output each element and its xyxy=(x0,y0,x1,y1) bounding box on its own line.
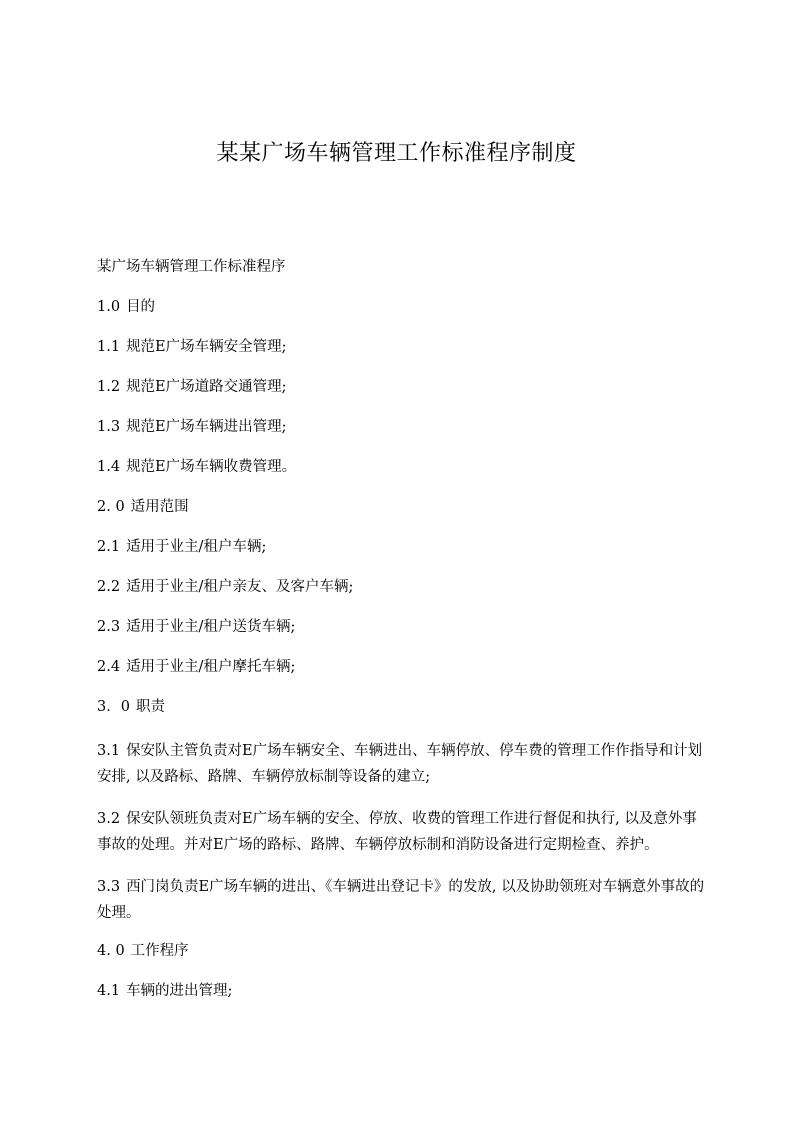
paragraph-number: 2.4 xyxy=(97,659,121,675)
paragraph-2-1 xyxy=(97,538,709,557)
paragraph-3-2 xyxy=(97,806,709,858)
paragraph-text: 规范E广场车辆收费管理。 xyxy=(126,459,297,475)
paragraph-number: 1.2 xyxy=(97,379,121,395)
paragraph-text: 适用于业主/租户亲友、及客户车辆; xyxy=(126,579,354,595)
paragraph-number: 3.3 xyxy=(97,879,121,895)
paragraph-2-2 xyxy=(97,578,709,597)
paragraph-text: 适用于业主/租户车辆; xyxy=(126,539,267,555)
section-heading-4-0 xyxy=(97,942,709,961)
paragraph-number: 2.1 xyxy=(97,539,121,555)
paragraph-text: 适用范围 xyxy=(130,499,189,515)
paragraph-1-2 xyxy=(97,378,709,397)
section-heading-3-0 xyxy=(97,698,709,717)
paragraph-text: 保安队主管负责对E广场车辆安全、车辆进出、车辆停放、停车费的管理工作作指导和计划安排, 以及路标、路牌、车辆停放标制等设备的建立; xyxy=(97,743,703,785)
paragraph-2-3 xyxy=(97,618,709,637)
paragraph-4-1 xyxy=(97,982,709,1001)
paragraph-number: 2.2 xyxy=(97,579,121,595)
paragraph-text: 适用于业主/租户送货车辆; xyxy=(126,619,296,635)
paragraph-text: 适用于业主/租户摩托车辆; xyxy=(126,659,296,675)
paragraph-1-3 xyxy=(97,418,709,437)
paragraph-intro xyxy=(97,258,709,277)
paragraph-3-3 xyxy=(97,874,709,926)
paragraph-number: 2.3 xyxy=(97,619,121,635)
paragraph-text: 车辆的进出管理; xyxy=(126,983,233,999)
paragraph-text: 西门岗负责E广场车辆的进出、《车辆进出登记卡》的发放, 以及协助领班对车辆意外事故的处理。 xyxy=(97,879,705,921)
paragraph-number: 3.1 xyxy=(97,743,121,759)
paragraph-number: 1.0 xyxy=(97,299,121,315)
paragraph-text: 保安队领班负责对E广场车辆的安全、停放、收费的管理工作进行督促和执行, 以及意外事事故的处理。并对E广场的路标、路牌、车辆停放标制和消防设备进行定期检查、养护。 xyxy=(97,811,697,853)
document-title: 某某广场车辆管理工作标准程序制度 xyxy=(216,141,577,166)
paragraph-text: 规范E广场车辆进出管理; xyxy=(126,419,287,435)
section-heading-1-0 xyxy=(97,298,709,317)
paragraph-text: 工作程序 xyxy=(130,943,189,959)
paragraph-number: 2. 0 xyxy=(97,499,125,515)
paragraph-number: 3．0 xyxy=(97,699,130,715)
paragraph-number: 4.1 xyxy=(97,983,121,999)
paragraph-text: 某广场车辆管理工作标准程序 xyxy=(97,259,286,275)
paragraph-1-1 xyxy=(97,338,709,357)
paragraph-text: 职责 xyxy=(135,699,165,715)
paragraph-number: 1.4 xyxy=(97,459,121,475)
paragraph-number: 1.1 xyxy=(97,339,121,355)
paragraph-3-1 xyxy=(97,738,709,790)
paragraph-text: 规范E广场道路交通管理; xyxy=(126,379,287,395)
paragraph-2-4 xyxy=(97,658,709,677)
section-heading-2-0 xyxy=(97,498,709,517)
paragraph-number: 1.3 xyxy=(97,419,121,435)
paragraph-1-4 xyxy=(97,458,709,477)
paragraph-text: 目的 xyxy=(126,299,156,315)
paragraph-number: 3.2 xyxy=(97,811,121,827)
paragraph-number: 4. 0 xyxy=(97,943,125,959)
paragraph-text: 规范E广场车辆安全管理; xyxy=(126,339,287,355)
document-body xyxy=(97,258,709,1022)
